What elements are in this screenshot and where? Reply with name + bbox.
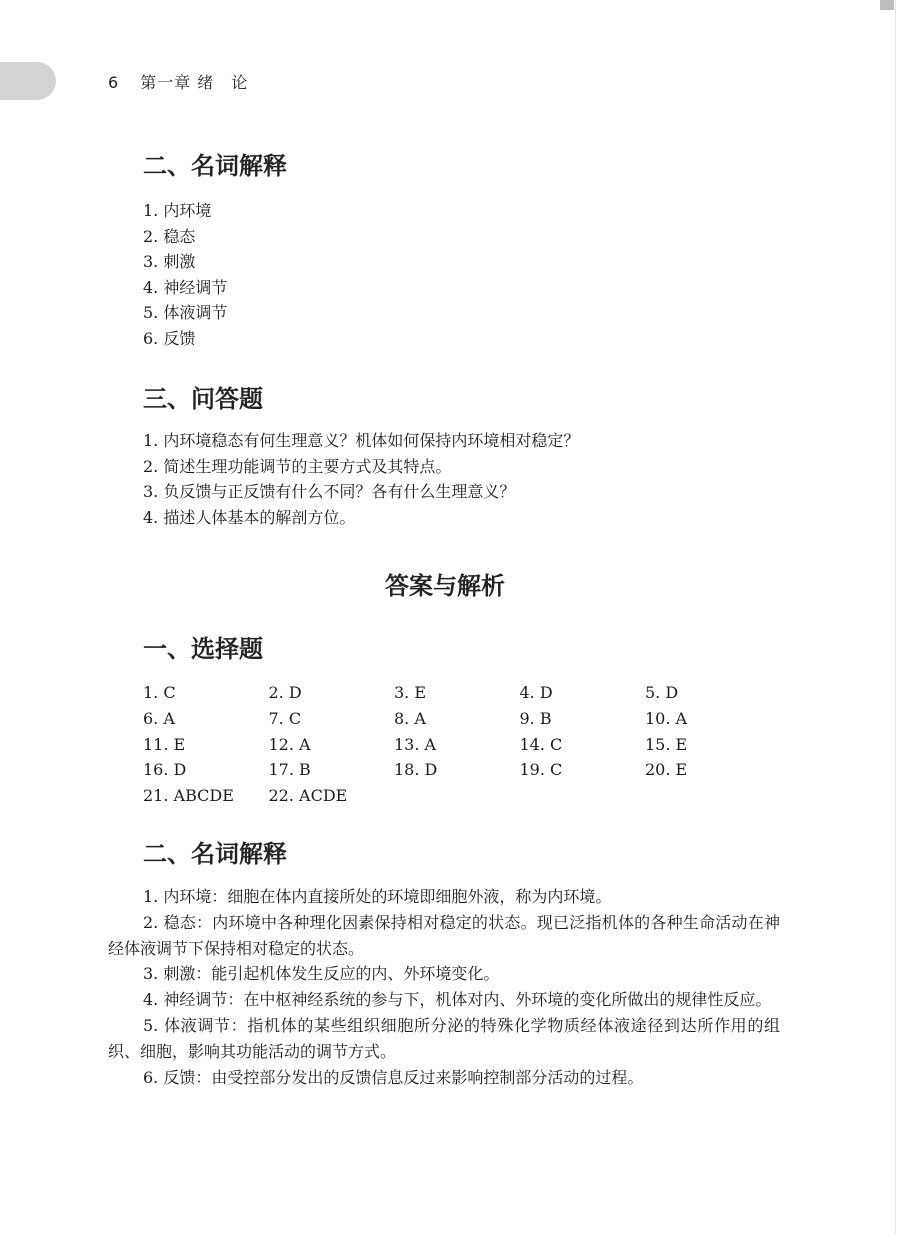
definition-paragraph: 6. 反馈：由受控部分发出的反馈信息反过来影响控制部分活动的过程。 [143, 1067, 644, 1087]
list-item: 4. 描述人体基本的解剖方位。 [143, 507, 356, 527]
answer-item: 21. ABCDE [143, 786, 234, 806]
answer-item: 16. D [143, 760, 187, 780]
definition-paragraph: 1. 内环境：细胞在体内直接所处的环境即细胞外液，称为内环境。 [143, 887, 612, 906]
list-item: 1. 内环境 [143, 201, 212, 220]
corner-mark [880, 0, 894, 10]
answer-item: 13. A [394, 734, 437, 754]
definition-paragraph: 4. 神经调节：在中枢神经系统的参与下，机体对内、外环境的变化所做出的规律性反应。 [143, 990, 772, 1010]
choice-answers-grid [143, 680, 771, 809]
answer-item: 5. D [645, 683, 679, 702]
answer-item: 4. D [519, 683, 553, 702]
answer-item: 3. E [394, 683, 427, 702]
list-item: 5. 体液调节 [143, 303, 228, 323]
answer-item: 17. B [268, 760, 311, 780]
answer-item: 22. ACDE [268, 786, 348, 806]
list-item: 3. 刺激 [143, 252, 196, 272]
answer-item: 19. C [519, 760, 563, 780]
answer-item: 12. A [268, 734, 311, 754]
list-item: 1. 内环境稳态有何生理意义？机体如何保持内环境相对稳定？ [143, 431, 580, 450]
answer-item: 18. D [394, 760, 438, 780]
answer-item: 7. C [268, 708, 302, 728]
answer-item: 9. B [519, 708, 552, 728]
definition-paragraph: 5. 体液调节：指机体的某些组织细胞所分泌的特殊化学物质经体液途径到达所作用的组织、细胞，影响其功能活动的调节方式。 [108, 1015, 780, 1061]
list-item: 3. 负反馈与正反馈有什么不同？各有什么生理意义？ [143, 482, 516, 502]
answer-item: 2. D [268, 683, 302, 702]
list-item: 4. 神经调节 [143, 277, 228, 297]
page-number: 6 [108, 73, 119, 92]
terms-list [143, 198, 227, 352]
answer-item: 10. A [645, 708, 688, 728]
section-title-terms: 二、名词解释 [143, 151, 287, 180]
answer-item: 15. E [645, 734, 688, 754]
page-edge-line [895, 0, 896, 1234]
answer-item: 8. A [394, 708, 426, 728]
definition-paragraph: 3. 刺激：能引起机体发生反应的内、外环境变化。 [143, 964, 500, 984]
answer-item: 14. C [519, 734, 563, 754]
section-title-qa: 三、问答题 [143, 384, 263, 413]
list-item: 2. 简述生理功能调节的主要方式及其特点。 [143, 456, 452, 476]
qa-list [143, 428, 579, 530]
running-header [108, 70, 248, 93]
answers-title: 答案与解析 [385, 571, 505, 600]
page-tab-marker [0, 62, 56, 100]
answer-item: 6. A [143, 708, 175, 728]
answer-item: 20. E [645, 760, 688, 780]
answer-item: 11. E [143, 734, 186, 754]
section-title-choice: 一、选择题 [143, 634, 263, 663]
chapter-title: 第一章 绪 论 [140, 73, 249, 92]
list-item: 6. 反馈 [143, 328, 196, 348]
list-item: 2. 稳态 [143, 226, 196, 246]
term-definitions [108, 884, 780, 1090]
section-title-terms-answers: 二、名词解释 [143, 839, 287, 868]
answer-item: 1. C [143, 683, 176, 702]
definition-paragraph: 2. 稳态：内环境中各种理化因素保持相对稳定的状态。现已泛指机体的各种生命活动在神经体液调节下保持相对稳定的状态。 [108, 912, 780, 958]
